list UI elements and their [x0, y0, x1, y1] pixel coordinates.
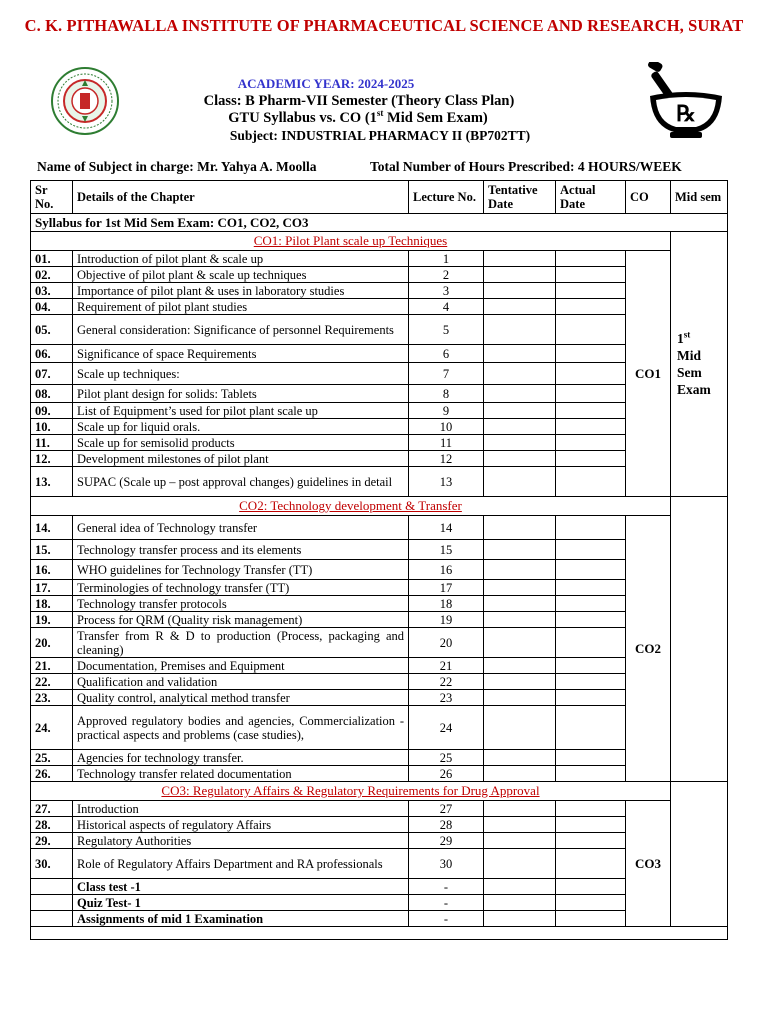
gtu-prefix: GTU Syllabus vs. CO (1: [228, 110, 377, 126]
actual-date: [556, 750, 626, 766]
lecture-no: 30: [409, 849, 484, 879]
tentative-date: [484, 801, 556, 817]
mid-sem-cell: [671, 782, 728, 927]
table-row: [31, 849, 728, 879]
lecture-no: 25: [409, 750, 484, 766]
sr-no: 26.: [31, 766, 73, 782]
tentative-date: [484, 363, 556, 385]
lecture-no: 7: [409, 363, 484, 385]
actual-date: [556, 628, 626, 658]
sr-no: 20.: [31, 628, 73, 658]
co-label: CO1: [626, 251, 671, 497]
sr-no: 23.: [31, 690, 73, 706]
col-co: CO: [626, 181, 671, 214]
hours-prescribed: Total Number of Hours Prescribed: 4 HOURS/WEEK: [370, 159, 682, 174]
actual-date: [556, 658, 626, 674]
sr-no: 13.: [31, 467, 73, 497]
tentative-date: [484, 750, 556, 766]
sr-no: 15.: [31, 540, 73, 560]
sr-no: 19.: [31, 612, 73, 628]
tentative-date: [484, 315, 556, 345]
table-row: [31, 283, 728, 299]
lecture-no: 24: [409, 706, 484, 750]
chapter-detail: Technology transfer related documentation: [73, 766, 409, 782]
lecture-no: 11: [409, 435, 484, 451]
tentative-date: [484, 690, 556, 706]
sr-no: 21.: [31, 658, 73, 674]
sr-no: 28.: [31, 817, 73, 833]
col-mid: Mid sem: [671, 181, 728, 214]
table-row: [31, 706, 728, 750]
lecture-no: 5: [409, 315, 484, 345]
tentative-date: [484, 345, 556, 363]
tentative-date: [484, 849, 556, 879]
empty-row: [31, 927, 728, 940]
actual-date: [556, 540, 626, 560]
col-sr: Sr No.: [31, 181, 73, 214]
actual-date: [556, 895, 626, 911]
actual-date: [556, 596, 626, 612]
mid-sem-label: [671, 232, 728, 497]
sr-no: 27.: [31, 801, 73, 817]
chapter-detail: Requirement of pilot plant studies: [73, 299, 409, 315]
sr-no: 08.: [31, 385, 73, 403]
table-row: [31, 895, 728, 911]
lecture-no: 19: [409, 612, 484, 628]
lecture-no: 1: [409, 251, 484, 267]
section-header-row: [31, 497, 728, 516]
tentative-date: [484, 706, 556, 750]
table-row: [31, 750, 728, 766]
lecture-no: 14: [409, 516, 484, 540]
actual-date: [556, 403, 626, 419]
table-row: [31, 251, 728, 267]
section-header-row: [31, 782, 728, 801]
chapter-detail: Transfer from R & D to production (Process, packaging and cleaning): [73, 628, 409, 658]
table-row: [31, 385, 728, 403]
tentative-date: [484, 451, 556, 467]
sr-no: 30.: [31, 849, 73, 879]
chapter-detail: Scale up for semisolid products: [73, 435, 409, 451]
table-row: [31, 674, 728, 690]
chapter-detail: Qualification and validation: [73, 674, 409, 690]
empty-cell: [31, 927, 728, 940]
actual-date: [556, 833, 626, 849]
lecture-no: 3: [409, 283, 484, 299]
chapter-detail: Technology transfer protocols: [73, 596, 409, 612]
actual-date: [556, 879, 626, 895]
section-title: CO3: Regulatory Affairs & Regulatory Requirements for Drug Approval: [31, 782, 671, 801]
lecture-no: 17: [409, 580, 484, 596]
chapter-detail: Importance of pilot plant & uses in laboratory studies: [73, 283, 409, 299]
actual-date: [556, 612, 626, 628]
mid-sup: st: [683, 329, 691, 340]
sr-no: 02.: [31, 267, 73, 283]
table-row: [31, 801, 728, 817]
tentative-date: [484, 283, 556, 299]
actual-date: [556, 363, 626, 385]
table-row: [31, 419, 728, 435]
chapter-detail: Scale up for liquid orals.: [73, 419, 409, 435]
sr-no: 10.: [31, 419, 73, 435]
chapter-detail: Quiz Test- 1: [73, 895, 409, 911]
lecture-no: 26: [409, 766, 484, 782]
tentative-date: [484, 299, 556, 315]
sr-no: 16.: [31, 560, 73, 580]
actual-date: [556, 580, 626, 596]
table-row: [31, 658, 728, 674]
gtu-sup: st: [376, 108, 384, 119]
tentative-date: [484, 596, 556, 612]
lecture-no: 15: [409, 540, 484, 560]
lecture-no: 18: [409, 596, 484, 612]
gtu-line: [0, 110, 742, 127]
chapter-detail: Significance of space Requirements: [73, 345, 409, 363]
sr-no: 03.: [31, 283, 73, 299]
lecture-no: -: [409, 895, 484, 911]
chapter-detail: WHO guidelines for Technology Transfer (TT): [73, 560, 409, 580]
chapter-detail: Objective of pilot plant & scale up techniques: [73, 267, 409, 283]
lecture-no: 2: [409, 267, 484, 283]
table-row: [31, 911, 728, 927]
tentative-date: [484, 895, 556, 911]
chapter-detail: General consideration: Significance of personnel Requirements: [73, 315, 409, 345]
sr-no: 04.: [31, 299, 73, 315]
table-row: [31, 403, 728, 419]
actual-date: [556, 801, 626, 817]
tentative-date: [484, 911, 556, 927]
actual-date: [556, 283, 626, 299]
table-row: [31, 690, 728, 706]
chapter-detail: Scale up techniques:: [73, 363, 409, 385]
table-row: [31, 879, 728, 895]
sr-no: 22.: [31, 674, 73, 690]
actual-date: [556, 560, 626, 580]
lecture-no: 13: [409, 467, 484, 497]
section-header-row: [31, 232, 728, 251]
tentative-date: [484, 560, 556, 580]
gtu-suffix: Mid Sem Exam): [383, 110, 488, 126]
table-row: [31, 267, 728, 283]
lecture-no: 9: [409, 403, 484, 419]
tentative-date: [484, 817, 556, 833]
chapter-detail: Approved regulatory bodies and agencies, Commercialization - practical aspects and problems (case studies),: [73, 706, 409, 750]
syllabus-text: Syllabus for 1st Mid Sem Exam: CO1, CO2, CO3: [31, 214, 728, 232]
table-row: [31, 363, 728, 385]
actual-date: [556, 385, 626, 403]
chapter-detail: List of Equipment’s used for pilot plant scale up: [73, 403, 409, 419]
tentative-date: [484, 419, 556, 435]
tentative-date: [484, 467, 556, 497]
sr-no: [31, 911, 73, 927]
actual-date: [556, 849, 626, 879]
tentative-date: [484, 766, 556, 782]
col-details: Details of the Chapter: [73, 181, 409, 214]
actual-date: [556, 690, 626, 706]
co-label: CO3: [626, 801, 671, 927]
sr-no: 01.: [31, 251, 73, 267]
lecture-no: 29: [409, 833, 484, 849]
actual-date: [556, 315, 626, 345]
chapter-detail: General idea of Technology transfer: [73, 516, 409, 540]
table-row: [31, 516, 728, 540]
lecture-no: 21: [409, 658, 484, 674]
chapter-detail: Class test -1: [73, 879, 409, 895]
lecture-no: 8: [409, 385, 484, 403]
syllabus-row: [31, 214, 728, 232]
institute-title: C. K. PITHAWALLA INSTITUTE OF PHARMACEUTICAL SCIENCE AND RESEARCH, SURAT: [24, 16, 744, 35]
rx-symbol: ℞: [676, 101, 696, 127]
lecture-no: 12: [409, 451, 484, 467]
chapter-detail: Development milestones of pilot plant: [73, 451, 409, 467]
sr-no: 06.: [31, 345, 73, 363]
actual-date: [556, 817, 626, 833]
actual-date: [556, 345, 626, 363]
tentative-date: [484, 833, 556, 849]
table-row: [31, 315, 728, 345]
sr-no: [31, 879, 73, 895]
lecture-no: 20: [409, 628, 484, 658]
table-row: [31, 817, 728, 833]
table-row: [31, 580, 728, 596]
co-label: CO2: [626, 516, 671, 782]
section-title: CO1: Pilot Plant scale up Techniques: [31, 232, 671, 251]
chapter-detail: Agencies for technology transfer.: [73, 750, 409, 766]
sr-no: 17.: [31, 580, 73, 596]
tentative-date: [484, 580, 556, 596]
sr-no: 18.: [31, 596, 73, 612]
actual-date: [556, 467, 626, 497]
lecture-no: 4: [409, 299, 484, 315]
chapter-detail: Technology transfer process and its elements: [73, 540, 409, 560]
sr-no: 25.: [31, 750, 73, 766]
mid-sem-cell: [671, 497, 728, 782]
chapter-detail: SUPAC (Scale up – post approval changes) guidelines in detail: [73, 467, 409, 497]
sr-no: 12.: [31, 451, 73, 467]
sr-no: 09.: [31, 403, 73, 419]
sr-no: 11.: [31, 435, 73, 451]
actual-date: [556, 435, 626, 451]
actual-date: [556, 267, 626, 283]
tentative-date: [484, 251, 556, 267]
table-row: [31, 766, 728, 782]
actual-date: [556, 706, 626, 750]
chapter-detail: Regulatory Authorities: [73, 833, 409, 849]
subject-incharge: Name of Subject in charge: Mr. Yahya A. Moolla: [37, 159, 317, 174]
table-row: [31, 596, 728, 612]
sr-no: 14.: [31, 516, 73, 540]
chapter-detail: Pilot plant design for solids: Tablets: [73, 385, 409, 403]
actual-date: [556, 516, 626, 540]
chapter-detail: Role of Regulatory Affairs Department and RA professionals: [73, 849, 409, 879]
lecture-no: 28: [409, 817, 484, 833]
lecture-no: 16: [409, 560, 484, 580]
tentative-date: [484, 658, 556, 674]
lecture-no: 10: [409, 419, 484, 435]
tentative-date: [484, 516, 556, 540]
lecture-no: -: [409, 911, 484, 927]
subject-line: Subject: INDUSTRIAL PHARMACY II (BP702TT): [229, 128, 531, 143]
tentative-date: [484, 435, 556, 451]
table-row: [31, 540, 728, 560]
actual-date: [556, 419, 626, 435]
mid-prefix: 1: [677, 331, 684, 346]
tentative-date: [484, 540, 556, 560]
sr-no: 29.: [31, 833, 73, 849]
tentative-date: [484, 612, 556, 628]
table-row: [31, 467, 728, 497]
section-title: CO2: Technology development & Transfer: [31, 497, 671, 516]
actual-date: [556, 451, 626, 467]
mid-rest: Mid Sem Exam: [677, 348, 711, 397]
lecture-no: -: [409, 879, 484, 895]
actual-date: [556, 674, 626, 690]
table-row: [31, 435, 728, 451]
col-tentative: Tentative Date: [484, 181, 556, 214]
sr-no: 05.: [31, 315, 73, 345]
actual-date: [556, 299, 626, 315]
table-row: [31, 612, 728, 628]
class-plan-table: [30, 180, 728, 940]
tentative-date: [484, 879, 556, 895]
chapter-detail: Introduction: [73, 801, 409, 817]
chapter-detail: Introduction of pilot plant & scale up: [73, 251, 409, 267]
chapter-detail: Historical aspects of regulatory Affairs: [73, 817, 409, 833]
table-row: [31, 560, 728, 580]
col-lecture: Lecture No.: [409, 181, 484, 214]
table-row: [31, 451, 728, 467]
tentative-date: [484, 628, 556, 658]
table-row: [31, 345, 728, 363]
class-line: Class: B Pharm-VII Semester (Theory Class Plan): [203, 93, 515, 109]
sr-no: 07.: [31, 363, 73, 385]
col-actual: Actual Date: [556, 181, 626, 214]
lecture-no: 27: [409, 801, 484, 817]
table-row: [31, 299, 728, 315]
tentative-date: [484, 674, 556, 690]
lecture-no: 22: [409, 674, 484, 690]
chapter-detail: Quality control, analytical method transfer: [73, 690, 409, 706]
chapter-detail: Assignments of mid 1 Examination: [73, 911, 409, 927]
tentative-date: [484, 403, 556, 419]
chapter-detail: Terminologies of technology transfer (TT): [73, 580, 409, 596]
table-header-row: [31, 181, 728, 214]
tentative-date: [484, 267, 556, 283]
chapter-detail: Documentation, Premises and Equipment: [73, 658, 409, 674]
table-row: [31, 628, 728, 658]
academic-year: ACADEMIC YEAR: 2024-2025: [237, 76, 415, 91]
actual-date: [556, 251, 626, 267]
sr-no: [31, 895, 73, 911]
actual-date: [556, 766, 626, 782]
sr-no: 24.: [31, 706, 73, 750]
table-row: [31, 833, 728, 849]
chapter-detail: Process for QRM (Quality risk management): [73, 612, 409, 628]
lecture-no: 6: [409, 345, 484, 363]
tentative-date: [484, 385, 556, 403]
lecture-no: 23: [409, 690, 484, 706]
actual-date: [556, 911, 626, 927]
